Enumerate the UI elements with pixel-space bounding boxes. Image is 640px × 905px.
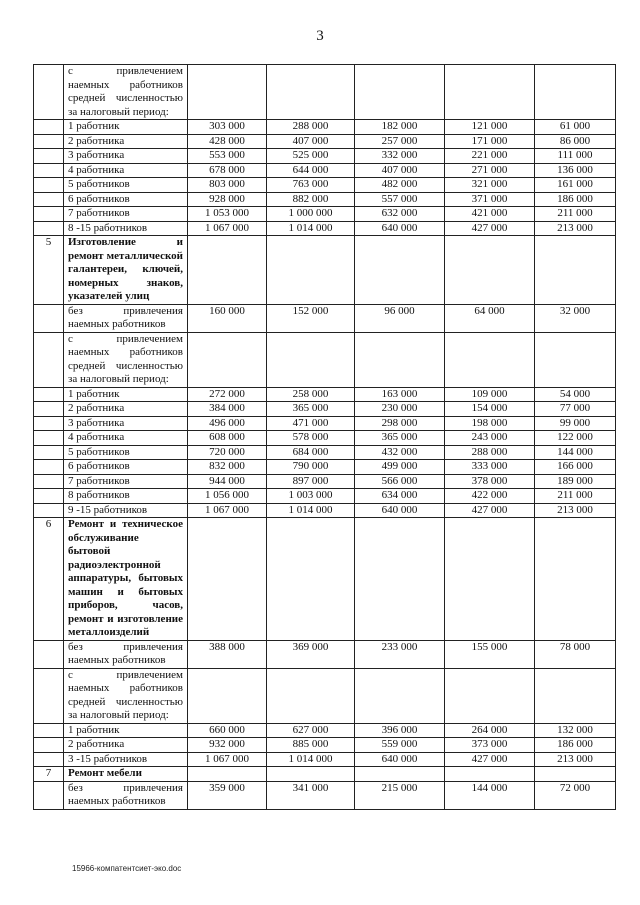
value-cell bbox=[535, 668, 616, 723]
value-cell bbox=[188, 767, 267, 782]
value-cell: 632 000 bbox=[355, 207, 445, 222]
value-cell: 213 000 bbox=[535, 752, 616, 767]
row-label: 7 работников bbox=[64, 474, 188, 489]
value-cell bbox=[535, 236, 616, 305]
value-cell bbox=[188, 236, 267, 305]
value-cell: 421 000 bbox=[445, 207, 535, 222]
row-label: 6 работников bbox=[64, 460, 188, 475]
value-cell bbox=[355, 65, 445, 120]
value-cell: 684 000 bbox=[267, 445, 355, 460]
table-row bbox=[34, 767, 616, 782]
row-number-cell bbox=[34, 489, 64, 504]
row-number-cell bbox=[34, 207, 64, 222]
value-cell: 396 000 bbox=[355, 723, 445, 738]
value-cell: 99 000 bbox=[535, 416, 616, 431]
value-cell bbox=[355, 518, 445, 641]
value-cell: 634 000 bbox=[355, 489, 445, 504]
row-label: 3 -15 работников bbox=[64, 752, 188, 767]
row-number-cell bbox=[34, 752, 64, 767]
row-label: 5 работников bbox=[64, 178, 188, 193]
value-cell: 288 000 bbox=[445, 445, 535, 460]
value-cell: 144 000 bbox=[445, 781, 535, 809]
row-label: с привлечением наемных работников средней численностью за налоговый период: bbox=[64, 668, 188, 723]
value-cell: 371 000 bbox=[445, 192, 535, 207]
table-row bbox=[34, 752, 616, 767]
value-cell bbox=[445, 65, 535, 120]
value-cell: 388 000 bbox=[188, 640, 267, 668]
value-cell: 482 000 bbox=[355, 178, 445, 193]
row-label: 3 работника bbox=[64, 416, 188, 431]
value-cell: 660 000 bbox=[188, 723, 267, 738]
value-cell: 211 000 bbox=[535, 489, 616, 504]
value-cell: 132 000 bbox=[535, 723, 616, 738]
value-cell: 96 000 bbox=[355, 304, 445, 332]
value-cell: 365 000 bbox=[355, 431, 445, 446]
value-cell: 422 000 bbox=[445, 489, 535, 504]
table-row bbox=[34, 518, 616, 641]
row-number-cell bbox=[34, 221, 64, 236]
value-cell: 288 000 bbox=[267, 120, 355, 135]
value-cell: 678 000 bbox=[188, 163, 267, 178]
row-number-cell bbox=[34, 134, 64, 149]
value-cell bbox=[355, 236, 445, 305]
table-row bbox=[34, 192, 616, 207]
table-row bbox=[34, 149, 616, 164]
value-cell: 882 000 bbox=[267, 192, 355, 207]
value-cell: 407 000 bbox=[267, 134, 355, 149]
row-number-cell bbox=[34, 416, 64, 431]
row-label: 1 работник bbox=[64, 120, 188, 135]
value-cell: 86 000 bbox=[535, 134, 616, 149]
value-cell: 640 000 bbox=[355, 221, 445, 236]
value-cell bbox=[445, 236, 535, 305]
value-cell: 932 000 bbox=[188, 738, 267, 753]
row-number-cell bbox=[34, 723, 64, 738]
value-cell: 122 000 bbox=[535, 431, 616, 446]
value-cell bbox=[535, 65, 616, 120]
row-number-cell bbox=[34, 781, 64, 809]
row-number-cell bbox=[34, 738, 64, 753]
row-label: 8 работников bbox=[64, 489, 188, 504]
table-row bbox=[34, 387, 616, 402]
row-number-cell bbox=[34, 445, 64, 460]
value-cell: 257 000 bbox=[355, 134, 445, 149]
value-cell bbox=[445, 767, 535, 782]
table-row bbox=[34, 332, 616, 387]
value-cell: 1 003 000 bbox=[267, 489, 355, 504]
value-cell: 341 000 bbox=[267, 781, 355, 809]
table-row bbox=[34, 738, 616, 753]
table-row bbox=[34, 134, 616, 149]
value-cell: 152 000 bbox=[267, 304, 355, 332]
row-label: 6 работников bbox=[64, 192, 188, 207]
row-number-cell bbox=[34, 178, 64, 193]
table-row bbox=[34, 489, 616, 504]
value-cell: 359 000 bbox=[188, 781, 267, 809]
row-number-cell bbox=[34, 149, 64, 164]
value-cell: 427 000 bbox=[445, 221, 535, 236]
row-label: 2 работника bbox=[64, 738, 188, 753]
table-row bbox=[34, 503, 616, 518]
table-row bbox=[34, 120, 616, 135]
value-cell: 566 000 bbox=[355, 474, 445, 489]
value-cell: 230 000 bbox=[355, 402, 445, 417]
value-cell: 428 000 bbox=[188, 134, 267, 149]
row-number-cell: 6 bbox=[34, 518, 64, 641]
value-cell: 832 000 bbox=[188, 460, 267, 475]
value-cell: 1 014 000 bbox=[267, 221, 355, 236]
value-cell bbox=[267, 236, 355, 305]
value-cell: 627 000 bbox=[267, 723, 355, 738]
tax-table bbox=[33, 64, 616, 810]
value-cell: 384 000 bbox=[188, 402, 267, 417]
row-number-cell bbox=[34, 503, 64, 518]
section-title: Изготовление и ремонт металлической галантереи, ключей, номерных знаков, указателей улиц bbox=[64, 236, 188, 305]
value-cell: 121 000 bbox=[445, 120, 535, 135]
table-row bbox=[34, 460, 616, 475]
table-row bbox=[34, 207, 616, 222]
row-number-cell bbox=[34, 668, 64, 723]
value-cell: 928 000 bbox=[188, 192, 267, 207]
row-number-cell bbox=[34, 431, 64, 446]
table-row bbox=[34, 781, 616, 809]
value-cell: 944 000 bbox=[188, 474, 267, 489]
row-label: 2 работника bbox=[64, 134, 188, 149]
value-cell: 553 000 bbox=[188, 149, 267, 164]
value-cell: 525 000 bbox=[267, 149, 355, 164]
table-row bbox=[34, 474, 616, 489]
value-cell: 258 000 bbox=[267, 387, 355, 402]
value-cell: 111 000 bbox=[535, 149, 616, 164]
value-cell bbox=[267, 767, 355, 782]
value-cell: 72 000 bbox=[535, 781, 616, 809]
row-number-cell bbox=[34, 640, 64, 668]
row-label: 4 работника bbox=[64, 431, 188, 446]
row-label: 9 -15 работников bbox=[64, 503, 188, 518]
value-cell: 77 000 bbox=[535, 402, 616, 417]
value-cell: 160 000 bbox=[188, 304, 267, 332]
row-label: с привлечением наемных работников средней численностью за налоговый период: bbox=[64, 65, 188, 120]
value-cell bbox=[535, 518, 616, 641]
value-cell bbox=[188, 668, 267, 723]
value-cell: 154 000 bbox=[445, 402, 535, 417]
value-cell: 144 000 bbox=[535, 445, 616, 460]
value-cell: 298 000 bbox=[355, 416, 445, 431]
value-cell: 427 000 bbox=[445, 752, 535, 767]
value-cell: 427 000 bbox=[445, 503, 535, 518]
value-cell: 215 000 bbox=[355, 781, 445, 809]
table-row bbox=[34, 668, 616, 723]
value-cell: 378 000 bbox=[445, 474, 535, 489]
value-cell: 496 000 bbox=[188, 416, 267, 431]
value-cell: 186 000 bbox=[535, 192, 616, 207]
row-label: 3 работника bbox=[64, 149, 188, 164]
value-cell: 213 000 bbox=[535, 503, 616, 518]
value-cell bbox=[267, 332, 355, 387]
value-cell: 720 000 bbox=[188, 445, 267, 460]
row-label: с привлечением наемных работников средней численностью за налоговый период: bbox=[64, 332, 188, 387]
value-cell: 303 000 bbox=[188, 120, 267, 135]
value-cell bbox=[267, 668, 355, 723]
value-cell: 211 000 bbox=[535, 207, 616, 222]
row-number-cell bbox=[34, 192, 64, 207]
value-cell: 1 067 000 bbox=[188, 221, 267, 236]
value-cell: 644 000 bbox=[267, 163, 355, 178]
row-label: 2 работника bbox=[64, 402, 188, 417]
value-cell bbox=[355, 668, 445, 723]
value-cell: 1 067 000 bbox=[188, 503, 267, 518]
value-cell: 332 000 bbox=[355, 149, 445, 164]
value-cell: 499 000 bbox=[355, 460, 445, 475]
value-cell: 640 000 bbox=[355, 752, 445, 767]
value-cell: 171 000 bbox=[445, 134, 535, 149]
value-cell: 333 000 bbox=[445, 460, 535, 475]
value-cell: 243 000 bbox=[445, 431, 535, 446]
row-label: 5 работников bbox=[64, 445, 188, 460]
value-cell: 271 000 bbox=[445, 163, 535, 178]
row-label: 4 работника bbox=[64, 163, 188, 178]
value-cell: 155 000 bbox=[445, 640, 535, 668]
value-cell: 161 000 bbox=[535, 178, 616, 193]
row-number-cell: 7 bbox=[34, 767, 64, 782]
row-number-cell bbox=[34, 332, 64, 387]
value-cell: 365 000 bbox=[267, 402, 355, 417]
value-cell: 272 000 bbox=[188, 387, 267, 402]
value-cell: 557 000 bbox=[355, 192, 445, 207]
value-cell: 578 000 bbox=[267, 431, 355, 446]
row-label: 7 работников bbox=[64, 207, 188, 222]
value-cell bbox=[355, 767, 445, 782]
value-cell: 1 053 000 bbox=[188, 207, 267, 222]
value-cell: 233 000 bbox=[355, 640, 445, 668]
value-cell: 109 000 bbox=[445, 387, 535, 402]
row-number-cell bbox=[34, 402, 64, 417]
footer-filename: 15966-компатентсиет-эко.doc bbox=[72, 864, 182, 873]
row-number-cell bbox=[34, 163, 64, 178]
value-cell: 897 000 bbox=[267, 474, 355, 489]
value-cell: 608 000 bbox=[188, 431, 267, 446]
value-cell: 471 000 bbox=[267, 416, 355, 431]
value-cell: 136 000 bbox=[535, 163, 616, 178]
row-number-cell bbox=[34, 460, 64, 475]
value-cell: 803 000 bbox=[188, 178, 267, 193]
value-cell: 64 000 bbox=[445, 304, 535, 332]
table-row bbox=[34, 304, 616, 332]
section-title: Ремонт и техническое обслуживание бытовой радиоэлектронной аппаратуры, бытовых машин и бытовых приборов, часов, ремонт и изготовление металлоизделий bbox=[64, 518, 188, 641]
value-cell bbox=[267, 518, 355, 641]
row-number-cell: 5 bbox=[34, 236, 64, 305]
row-number-cell bbox=[34, 387, 64, 402]
row-label: без привлечения наемных работников bbox=[64, 781, 188, 809]
value-cell: 790 000 bbox=[267, 460, 355, 475]
value-cell: 264 000 bbox=[445, 723, 535, 738]
table-row bbox=[34, 431, 616, 446]
value-cell: 1 067 000 bbox=[188, 752, 267, 767]
value-cell: 32 000 bbox=[535, 304, 616, 332]
row-label: 1 работник bbox=[64, 387, 188, 402]
row-number-cell bbox=[34, 65, 64, 120]
value-cell: 373 000 bbox=[445, 738, 535, 753]
value-cell bbox=[188, 332, 267, 387]
value-cell: 54 000 bbox=[535, 387, 616, 402]
row-number-cell bbox=[34, 120, 64, 135]
value-cell: 78 000 bbox=[535, 640, 616, 668]
value-cell: 885 000 bbox=[267, 738, 355, 753]
value-cell bbox=[188, 518, 267, 641]
row-label: без привлечения наемных работников bbox=[64, 640, 188, 668]
value-cell: 559 000 bbox=[355, 738, 445, 753]
value-cell: 763 000 bbox=[267, 178, 355, 193]
section-title: Ремонт мебели bbox=[64, 767, 188, 782]
value-cell: 1 014 000 bbox=[267, 752, 355, 767]
table-row bbox=[34, 178, 616, 193]
value-cell: 432 000 bbox=[355, 445, 445, 460]
row-label: 1 работник bbox=[64, 723, 188, 738]
row-label: 8 -15 работников bbox=[64, 221, 188, 236]
value-cell bbox=[445, 332, 535, 387]
table-row bbox=[34, 65, 616, 120]
value-cell: 198 000 bbox=[445, 416, 535, 431]
value-cell: 213 000 bbox=[535, 221, 616, 236]
value-cell bbox=[535, 767, 616, 782]
table-row bbox=[34, 236, 616, 305]
value-cell: 407 000 bbox=[355, 163, 445, 178]
table-row bbox=[34, 163, 616, 178]
row-number-cell bbox=[34, 474, 64, 489]
table-row bbox=[34, 640, 616, 668]
value-cell: 1 056 000 bbox=[188, 489, 267, 504]
value-cell: 182 000 bbox=[355, 120, 445, 135]
value-cell bbox=[267, 65, 355, 120]
value-cell: 61 000 bbox=[535, 120, 616, 135]
table-row bbox=[34, 221, 616, 236]
value-cell: 1 014 000 bbox=[267, 503, 355, 518]
value-cell bbox=[188, 65, 267, 120]
value-cell: 166 000 bbox=[535, 460, 616, 475]
value-cell: 189 000 bbox=[535, 474, 616, 489]
page-number: 3 bbox=[316, 28, 324, 44]
value-cell bbox=[445, 518, 535, 641]
table-row bbox=[34, 723, 616, 738]
table-row bbox=[34, 416, 616, 431]
value-cell bbox=[355, 332, 445, 387]
row-number-cell bbox=[34, 304, 64, 332]
value-cell: 1 000 000 bbox=[267, 207, 355, 222]
value-cell: 163 000 bbox=[355, 387, 445, 402]
table-row bbox=[34, 445, 616, 460]
value-cell: 186 000 bbox=[535, 738, 616, 753]
value-cell: 369 000 bbox=[267, 640, 355, 668]
value-cell: 640 000 bbox=[355, 503, 445, 518]
value-cell bbox=[445, 668, 535, 723]
table-row bbox=[34, 402, 616, 417]
value-cell: 221 000 bbox=[445, 149, 535, 164]
value-cell bbox=[535, 332, 616, 387]
row-label: без привлечения наемных работников bbox=[64, 304, 188, 332]
value-cell: 321 000 bbox=[445, 178, 535, 193]
